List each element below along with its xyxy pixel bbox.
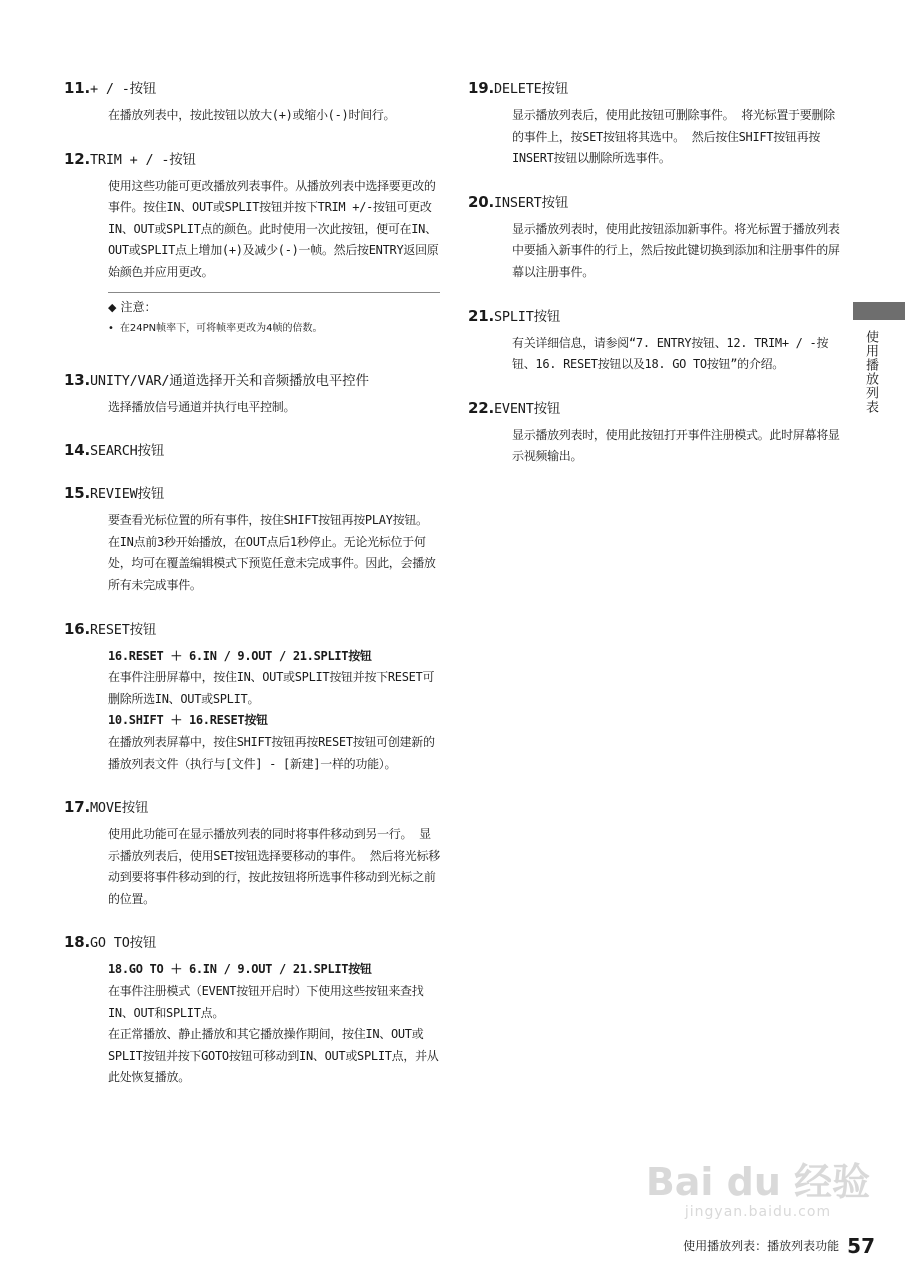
section-title: RESET按钮: [89, 621, 157, 638]
section-title: EVENT按钮: [493, 400, 561, 417]
section-title: INSERT按钮: [493, 194, 569, 211]
section-15: [64, 483, 440, 596]
section-title: DELETE按钮: [493, 81, 569, 97]
section-17: [64, 797, 440, 910]
section-heading: [64, 440, 440, 461]
section-number: 13.: [64, 370, 90, 389]
section-heading: [468, 192, 846, 213]
section-19: [468, 78, 846, 170]
section-title: TRIM + / -按钮: [89, 151, 196, 168]
body-paragraph: 在事件注册模式（EVENT按钮开启时）下使用这些按钮来查找IN、OUT和SPLIT点。: [108, 984, 424, 1020]
footer-section-title: 使用播放列表：播放列表功能: [683, 1239, 840, 1253]
body-paragraph: 在正常播放、静止播放和其它播放操作期间，按住IN、OUT或SPLIT按钮并按下GOTO按钮可移动到IN、OUT或SPLIT点，并从此处恢复播放。: [108, 1027, 439, 1085]
section-16: [64, 619, 440, 776]
section-heading: [64, 370, 440, 391]
section-title: REVIEW按钮: [89, 486, 165, 503]
section-number: 21.: [468, 306, 494, 325]
section-number: 22.: [468, 398, 494, 417]
section-22: [468, 398, 846, 468]
section-20: [468, 192, 846, 284]
section-14: [64, 440, 440, 461]
body-paragraph: 使用这些功能可更改播放列表事件。从播放列表中选择要更改的事件。按住IN、OUT或SPLIT按钮并按下TRIM +/-按钮可更改IN、OUT或SPLIT点的颜色。此时使用一次此按钮，便可在IN、OUT或SPLIT点上增加(+)及减少(-)一帧。然后按ENTRY返回原始颜色并应用更改。: [108, 178, 439, 279]
watermark-url: jingyan.baidu.com: [684, 1204, 832, 1220]
body-paragraph: 选择播放信号通道并执行电平控制。: [108, 399, 296, 414]
body-paragraph: 显示播放列表时，使用此按钮添加新事件。将光标置于播放列表中要插入新事件的行上，然后按此键切换到添加和注册事件的屏幕以注册事件。: [512, 221, 840, 279]
left-column: [64, 78, 440, 1111]
section-21: [468, 306, 846, 376]
page-number: 57: [847, 1234, 875, 1258]
section-number: 18.: [64, 933, 90, 952]
bullet-icon: •: [108, 322, 114, 334]
body-paragraph: 在事件注册屏幕中，按住IN、OUT或SPLIT按钮并按下RESET可删除所选IN、OUT或SPLIT。: [108, 670, 435, 706]
section-12: [64, 149, 440, 338]
watermark-logo: Bai du 经验: [645, 1160, 871, 1204]
section-heading: [468, 306, 846, 327]
section-title: MOVE按钮: [89, 800, 149, 817]
section-11: [64, 78, 440, 127]
note-bullet-text: 在24PN帧率下，可将帧率更改为4帧的倍数。: [119, 322, 323, 334]
section-13: [64, 370, 440, 419]
section-heading: [64, 149, 440, 170]
section-title: UNITY/VAR/通道选择开关和音频播放电平控件: [89, 372, 369, 389]
section-title: SPLIT按钮: [493, 308, 561, 325]
note-bullet: [108, 320, 440, 338]
diamond-icon: ◆: [108, 300, 117, 314]
body-paragraph: 在播放列表中，按此按钮以放大(+)或缩小(-)时间行。: [108, 108, 396, 122]
chapter-tab-marker: [853, 302, 905, 320]
note-title-text: 注意：: [120, 299, 157, 314]
section-number: 14.: [64, 441, 90, 460]
section-number: 12.: [64, 149, 90, 168]
button-combination: 16.RESET ＋ 6.IN / 9.OUT / 21.SPLIT按钮: [108, 648, 372, 663]
note-box: [108, 292, 440, 338]
section-18: [64, 932, 440, 1089]
section-heading: [64, 932, 440, 953]
note-title: [108, 299, 440, 316]
section-title: GO TO按钮: [89, 935, 157, 952]
body-paragraph: 显示播放列表后，使用此按钮可删除事件。 将光标置于要删除的事件上，按SET按钮将其选中。 然后按住SHIFT按钮再按INSERT按钮以删除所选事件。: [512, 108, 835, 166]
page-footer: [683, 1228, 875, 1258]
body-paragraph: 显示播放列表时，使用此按钮打开事件注册模式。此时屏幕将显示视频输出。: [512, 427, 840, 464]
section-heading: [468, 78, 846, 99]
body-paragraph: 有关详细信息，请参阅“7. ENTRY按钮、12. TRIM+ / -按钮、16. RESET按钮以及18. GO TO按钮”的介绍。: [512, 335, 829, 372]
button-combination: 10.SHIFT ＋ 16.RESET按钮: [108, 713, 268, 728]
body-paragraph: 使用此功能可在显示播放列表的同时将事件移动到另一行。 显示播放列表后，使用SET按钮选择要移动的事件。 然后将光标移动到要将事件移动到的行，按此按钮将所选事件移动到光标之前的位置。: [108, 827, 440, 906]
body-paragraph: 在播放列表屏幕中，按住SHIFT按钮再按RESET按钮可创建新的播放列表文件（执行与[文件] - [新建]一样的功能）。: [108, 734, 435, 771]
body-paragraph: 要查看光标位置的所有事件，按住SHIFT按钮再按PLAY按钮。 在IN点前3秒开始播放，在OUT点后1秒停止。无论光标位于何处，均可在覆盖编辑模式下预览任意未完成事件。因此，会播放所有未完成事件。: [108, 513, 436, 592]
baidu-watermark: [638, 1160, 878, 1230]
chapter-side-label: 使用播放列表: [863, 330, 878, 414]
section-number: 17.: [64, 798, 90, 817]
section-number: 11.: [64, 79, 90, 97]
section-number: 15.: [64, 484, 90, 503]
section-heading: [468, 398, 846, 419]
section-title: SEARCH按钮: [89, 443, 165, 460]
right-column: [468, 78, 846, 490]
section-number: 20.: [468, 192, 494, 211]
section-title: + / -按钮: [89, 81, 157, 97]
section-heading: [64, 619, 440, 640]
button-combination: 18.GO TO ＋ 6.IN / 9.OUT / 21.SPLIT按钮: [108, 962, 372, 977]
section-number: 19.: [468, 79, 494, 97]
section-heading: [64, 78, 440, 99]
section-number: 16.: [64, 619, 90, 638]
section-heading: [64, 483, 440, 504]
section-heading: [64, 797, 440, 818]
